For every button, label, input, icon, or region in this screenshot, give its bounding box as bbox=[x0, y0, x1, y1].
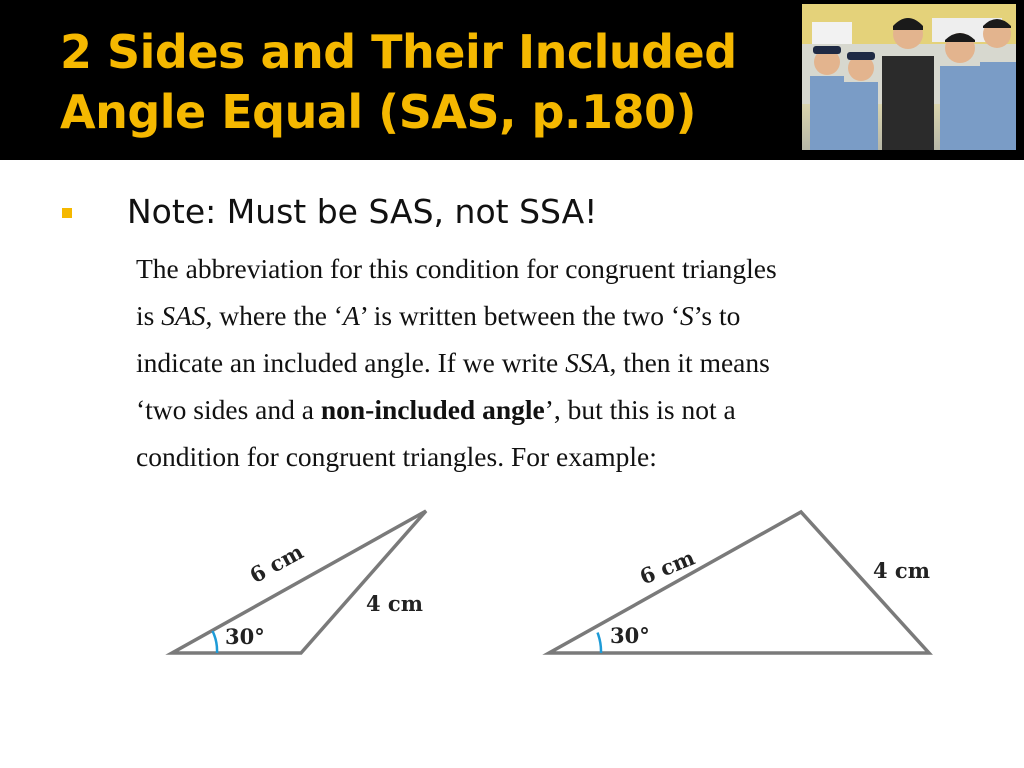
title-line-2: Angle Equal (SAS, p.180) bbox=[60, 85, 696, 139]
text-run: , then it means bbox=[609, 347, 770, 378]
side-label-right-6cm: 6 cm bbox=[636, 544, 699, 590]
angle-arc-right bbox=[598, 633, 602, 653]
bold-non-included-angle: non-included angle bbox=[320, 394, 545, 425]
text-run: ’, but this is not a bbox=[544, 394, 736, 425]
triangle-left bbox=[172, 511, 426, 653]
italic-s: S bbox=[680, 300, 694, 331]
angle-label-left: 30° bbox=[225, 624, 265, 649]
side-label-right-4cm: 4 cm bbox=[873, 558, 930, 583]
angle-label-right: 30° bbox=[610, 623, 650, 648]
text-run: ‘two sides and a bbox=[136, 394, 321, 425]
triangle-right bbox=[549, 512, 930, 653]
paragraph-line-5: condition for congruent triangles. For example: bbox=[136, 441, 657, 472]
text-run: , where the ‘ bbox=[205, 300, 343, 331]
side-label-left-6cm: 6 cm bbox=[245, 538, 308, 589]
title-line-1: 2 Sides and Their Included bbox=[60, 25, 737, 79]
text-run: ’s to bbox=[693, 300, 741, 331]
angle-arc-left bbox=[213, 631, 218, 653]
text-run: is bbox=[136, 300, 162, 331]
text-run: indicate an included angle. If we write bbox=[136, 347, 566, 378]
side-label-left-4cm: 4 cm bbox=[366, 591, 423, 616]
note-text: Note: Must be SAS, not SSA! bbox=[127, 192, 598, 231]
italic-a: A bbox=[342, 300, 360, 331]
paragraph-line-1: The abbreviation for this condition for congruent triangles bbox=[136, 253, 777, 284]
triangle-right-shape bbox=[549, 512, 929, 653]
text-run: ’ is written between the two ‘ bbox=[359, 300, 681, 331]
triangle-left-shape bbox=[172, 511, 426, 653]
italic-sas: SAS bbox=[161, 300, 206, 331]
italic-ssa: SSA bbox=[565, 347, 610, 378]
